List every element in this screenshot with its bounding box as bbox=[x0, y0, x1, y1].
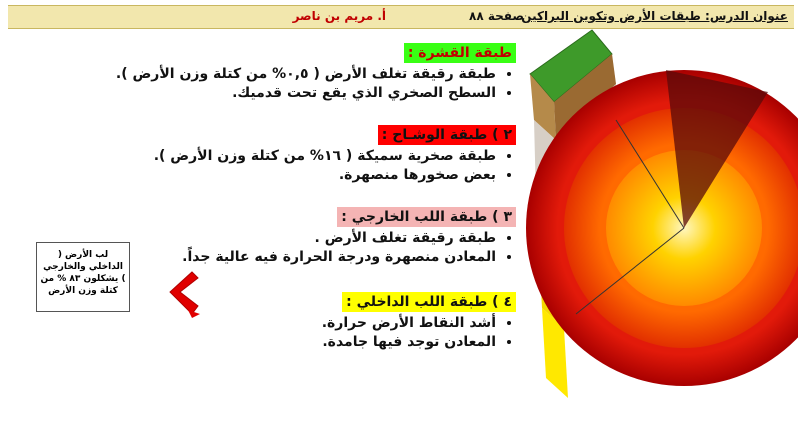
lesson-title: عنوان الدرس: طبقات الأرض وتكوين البراكين bbox=[521, 9, 788, 23]
list-item: • طبقة رقيقة تغلف الأرض . bbox=[182, 229, 496, 248]
crust-section bbox=[116, 42, 516, 103]
section-number: ٤ ) bbox=[492, 294, 512, 310]
crust-bullets bbox=[116, 65, 516, 103]
inner-core-title-text: طبقة اللب الداخلي : bbox=[346, 294, 493, 310]
outer-core-title-text: طبقة اللب الخارجي : bbox=[341, 209, 493, 225]
list-item: • طبقة صخرية سميكة ( ١٦% من كتلة وزن الأرض ). bbox=[154, 147, 496, 166]
mantle-section bbox=[154, 124, 516, 185]
core-mass-note: لب الأرض ( الداخلي والخارجي ) يشكلون ٨٣ % من كتلة وزن الأرض bbox=[36, 242, 130, 312]
inner-core-title bbox=[342, 292, 516, 312]
section-number: ٢ ) bbox=[492, 127, 512, 143]
inner-core-section bbox=[322, 291, 516, 352]
section-number: ٣ ) bbox=[492, 209, 512, 225]
outer-core-title bbox=[337, 207, 516, 227]
inner-core-bullets bbox=[322, 314, 516, 352]
earth-layers-illustration bbox=[516, 28, 798, 444]
list-item: • السطح الصخري الذي يقع تحت قدميك. bbox=[116, 84, 496, 103]
list-item: • المعادن منصهرة ودرجة الحرارة فيه عالية جداً. bbox=[182, 248, 496, 267]
crust-title-text: طبقة القشرة : bbox=[407, 45, 512, 61]
list-item: • المعادن توجد فيها جامدة. bbox=[322, 333, 496, 352]
bracket-arrows-icon bbox=[162, 270, 202, 320]
author-name: أ. مريم بن ناصر bbox=[292, 9, 386, 23]
outer-core-section bbox=[182, 206, 516, 267]
list-item: • بعض صخورها منصهرة. bbox=[154, 166, 496, 185]
mantle-title bbox=[378, 125, 516, 145]
page-number: صفحة ٨٨ bbox=[469, 9, 524, 23]
list-item: • طبقة رقيقة تغلف الأرض ( ٠,٥% من كتلة وزن الأرض ). bbox=[116, 65, 496, 84]
mantle-bullets bbox=[154, 147, 516, 185]
outer-core-bullets bbox=[182, 229, 516, 267]
crust-title bbox=[404, 43, 516, 63]
mantle-title-text: طبقة الوشـاح : bbox=[381, 127, 493, 143]
lesson-header bbox=[8, 5, 794, 29]
list-item: • أشد النقاط الأرض حرارة. bbox=[322, 314, 496, 333]
